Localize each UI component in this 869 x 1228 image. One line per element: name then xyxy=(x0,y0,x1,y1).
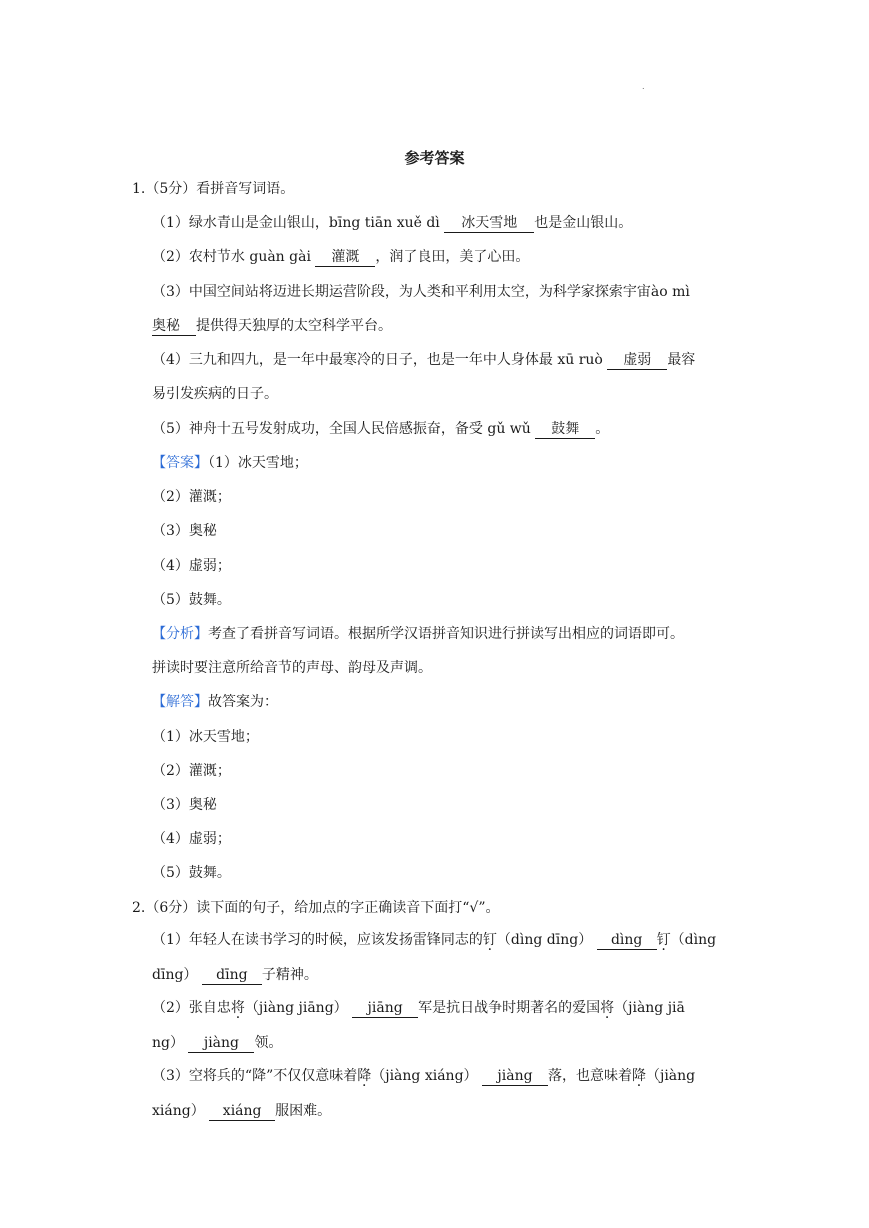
q1-s4-post: 最容 xyxy=(667,352,696,368)
q2-s3-text: （3）空将兵的“降”不仅仅意味着 xyxy=(152,1068,358,1084)
q1-s3: （3）中国空间站将迈进长期运营阶段，为人类和平利用太空，为科学家探索宇宙ào mì xyxy=(152,284,690,300)
solution-item: （1）冰天雪地； xyxy=(152,729,259,745)
solution-item: （5）鼓舞。 xyxy=(152,865,231,881)
q2-s2 xyxy=(152,998,685,1018)
q2-s3-cont xyxy=(152,1101,331,1121)
q1-s5 xyxy=(152,419,609,439)
q1-s3-answer: 奥秘 xyxy=(152,318,196,336)
dotted-char: 降 xyxy=(631,1068,646,1084)
answer-item: （1）冰天雪地； xyxy=(208,455,308,471)
q2-s2-answer: jiāng xyxy=(352,1000,418,1018)
analysis-text: 考查了看拼音写词语。根据所学汉语拼音知识进行拼读写出相应的词语即可。 xyxy=(208,626,684,642)
q2-heading: 2.（6分）读下面的句子，给加点的字正确读音下面打“√”。 xyxy=(132,900,500,916)
solution-tag: 【解答】 xyxy=(152,694,208,710)
dotted-char: 降 xyxy=(357,1068,372,1084)
q2-s1-options: （dìng xyxy=(670,932,717,948)
q1-s4-text: （4）三九和四九，是一年中最寒冷的日子，也是一年中人身体最 xū ruò xyxy=(152,352,608,368)
q2-s1-post: 子精神。 xyxy=(261,967,318,983)
q2-s2-options: （jiàng jiāng） xyxy=(244,1000,348,1016)
solution-item: （3）奥秘 xyxy=(152,797,217,813)
solution-item: （2）灌溉； xyxy=(152,763,231,779)
q1-s5-post: 。 xyxy=(595,421,610,437)
q1-s2-text: （2）农村节水 guàn gài xyxy=(152,249,316,265)
q1-s2-post: ，润了良田，美了心田。 xyxy=(375,249,530,265)
q2-s1-answer: dīng xyxy=(202,967,262,985)
q1-s2-answer: 灌溉 xyxy=(315,249,375,267)
q1-analysis xyxy=(152,624,684,644)
dotted-char: 将 xyxy=(230,1000,245,1016)
q2-s3-text: 落，也意味着 xyxy=(547,1068,632,1084)
q1-s1-text: （1）绿水青山是金山银山，bīng tiān xuě dì xyxy=(152,215,445,231)
q1-s5-answer: 鼓舞 xyxy=(535,421,595,439)
q2-s3-options: xiáng） xyxy=(152,1103,205,1119)
dotted-char: 钉 xyxy=(482,932,497,948)
q2-s1-options: （dìng dīng） xyxy=(496,932,593,948)
q2-s1-cont xyxy=(152,965,318,985)
dotted-char: 钉 xyxy=(656,932,671,948)
q2-s2-answer: jiàng xyxy=(188,1035,254,1053)
q2-s2-text: （2）张自忠 xyxy=(152,1000,231,1016)
q2-s2-text: 军是抗日战争时期著名的爱国 xyxy=(418,1000,601,1016)
q1-s1-post: 也是金山银山。 xyxy=(534,215,633,231)
q2-s1-answer: dìng xyxy=(597,932,657,950)
answer-item: （2）灌溉； xyxy=(152,489,231,505)
q1-s3-post: 提供得天独厚的太空科学平台。 xyxy=(196,318,392,334)
q2-s3-answer: jiàng xyxy=(482,1068,548,1086)
q1-s4 xyxy=(152,350,695,370)
q2-s1-text: （1）年轻人在读书学习的时候，应该发扬雷锋同志的 xyxy=(152,932,483,948)
q2-s3-options: （jiàng xiáng） xyxy=(371,1068,478,1084)
q1-s3-cont xyxy=(152,316,392,336)
q1-solution xyxy=(152,692,278,712)
answer-tag: 【答案】 xyxy=(152,455,208,471)
analysis-tag: 【分析】 xyxy=(152,626,208,642)
q2-s3-options: （jiàng xyxy=(645,1068,696,1084)
q1-s4-answer: 虚弱 xyxy=(607,352,667,370)
q1-s5-text: （5）神舟十五号发射成功，全国人民倍感振奋，备受 gǔ wǔ xyxy=(152,421,536,437)
q1-s1 xyxy=(152,213,632,233)
answer-item: （3）奥秘 xyxy=(152,523,217,539)
q2-s1 xyxy=(152,930,716,950)
dotted-char: 将 xyxy=(600,1000,615,1016)
solution-head: 故答案为： xyxy=(208,694,278,710)
q1-answer-line xyxy=(152,453,308,473)
answer-item: （5）鼓舞。 xyxy=(152,592,231,608)
q2-s3 xyxy=(152,1066,695,1086)
q2-s2-cont xyxy=(152,1033,282,1053)
q2-s2-options: ng） xyxy=(152,1035,184,1051)
q2-s1-options: dīng） xyxy=(152,967,198,983)
analysis-text-cont: 拼读时要注意所给音节的声母、韵母及声调。 xyxy=(152,660,432,676)
q1-s1-answer: 冰天雪地 xyxy=(444,215,534,233)
q1-s4-cont: 易引发疾病的日子。 xyxy=(152,386,278,402)
solution-item: （4）虚弱； xyxy=(152,831,231,847)
header-dot: . xyxy=(642,82,645,91)
page-title: 参考答案 xyxy=(404,149,465,167)
q2-s3-post: 服困难。 xyxy=(275,1103,332,1119)
q1-heading: 1.（5分）看拼音写词语。 xyxy=(132,181,295,197)
q1-s2 xyxy=(152,247,529,267)
q2-s2-post: 领。 xyxy=(254,1035,283,1051)
answer-item: （4）虚弱； xyxy=(152,558,231,574)
q2-s3-answer: xiáng xyxy=(209,1103,275,1121)
q2-s2-options: （jiàng jiā xyxy=(614,1000,685,1016)
